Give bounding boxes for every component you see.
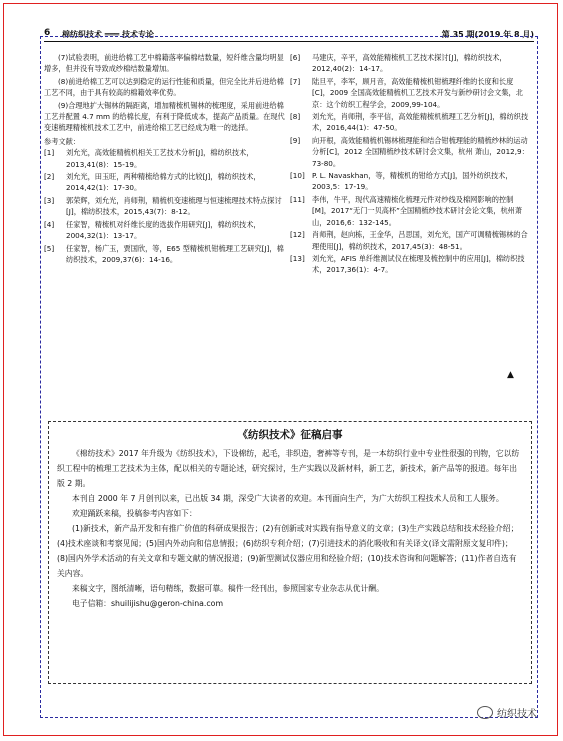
- reference-item: [3] 郭荣辉，刘允光，肖师荆，精梳机变速梳理与恒速梳理技术特点探讨[J]，棉纺织技术，2015,43(7)：8-12。: [44, 195, 282, 217]
- reference-item: [4] 任家智，精梳机对纤维长度的选拔作用研究[J]，棉纺织技术，2004,32(1)：13-17。: [44, 219, 261, 241]
- reference-item: [6] 马建庆，辛平，高效能精梳机工艺技术探讨[J]，棉纺织技术，2012,40(2)：14-17。: [290, 53, 507, 74]
- conclusion-7: (7)试验表明，前进给棉工艺中棉籍落率偏棉结数量，短纤维含量均明显增多，但并没有导致成纱棉结数量增加。: [44, 53, 284, 74]
- watermark: [477, 705, 537, 720]
- wechat-icon: [477, 706, 493, 719]
- notice-paragraph: (1)新技术，新产品开发和有推广价值的科研成果报告；(2)有创新或对实践有指导意义的文章；(3)生产实践总结和技术经验介绍；(4)技术座谈和考察见闻；(5)国内外动向和信息情报；(6)纺织专利介绍；(7)引进技术的消化吸收和有关译文(译文需附原文复印件)；(8)国内外学术活动的有关文章和专题文献的情况报道；(9)新型测试仪器应用和经验介绍；(10)技术咨询和问题解答；(11)作者自选有关内容。: [57, 524, 519, 578]
- call-for-papers-box: [48, 421, 532, 684]
- reference-item: [10] P. L. Navaskhan，等，精梳机的钳给方式[J]，国外纺织技术，2003,5：17-19。: [290, 171, 513, 192]
- notice-paragraph: 《棉纺技术》2017 年升级为《纺织技术》，下设棉纺，起毛，非织造，奢裤等专刊，是一本纺织行业中专业性很强的刊物，它以纺织工程中的梳理工艺技术为主体，配以相关的专题论述，研究探讨，生产实践以及新材料，新工艺，新技术，新产品等的报道。每年出版 2 期。: [57, 449, 520, 488]
- conclusion-9: (9)合理地扩大锡林的隔距离，增加精梳机锡林的梳理度，采用前进给棉工艺并配置 4.7 mm 的给棉长度，有利于降低成本，提高产品质量。在现代变速梳理精梳机技术工艺中，前进给棉工艺已经成为唯一的选择。: [44, 100, 285, 133]
- notice-title: 《纺织技术》征稿启事: [237, 429, 343, 441]
- page-number: 6: [44, 28, 51, 38]
- issue-date: 第 35 期(2019 年 8 月): [441, 30, 534, 39]
- notice-email: 电子信箱：shuilijishu@geron-china.com: [72, 599, 224, 608]
- journal-section-title: 棉纺织技术 ═══ 技术专论: [62, 30, 155, 39]
- reference-item: [13] 刘允光，AFIS 单纤维测试仪在梳理及梳控制中的应用[J]，棉纺织技术，2017,36(1)：4-7。: [290, 253, 525, 275]
- conclusion-8: (8)前进给棉工艺可以达到稳定的运行性能和质量，但完全比并后进给棉工艺不同，由于具有较高的棉籍效率优势。: [44, 76, 284, 98]
- notice-paragraph: 欢迎踊跃来稿，投稿参考内容如下：: [72, 509, 197, 518]
- watermark-text: 纺织技术: [497, 709, 537, 720]
- reference-item: [7] 陆旦平，李军，顾月音，高效能精梳机钳梳理纤维的长度和长度[C]，2009 全国高效能精梳机工艺技术开发与新纱研讨会文集，北京：这个纺织工程学会，2009,99-104。: [290, 76, 523, 109]
- notice-paragraph: 来稿文字，图纸清晰，语句精练，数据可靠。稿件一经刊出，参照国家专业杂志从优计酬。: [72, 584, 384, 593]
- left-column: [44, 52, 286, 266]
- reference-item: [1] 刘允光，高效能精梳机相关工艺技术分析[J]，棉纺织技术，2013,41(8)：15-19。: [44, 148, 254, 169]
- reference-item: [2] 刘允光，田玉旺，两种精梳给棉方式的比较[J]，棉纺织技术，2014,42(1)：17-30。: [44, 172, 261, 193]
- right-column: [290, 52, 530, 277]
- reference-item: [11] 李伟，牛平，现代高速精梳化梳理元件对纱线及棉网影响的控制[M]，2017“无门一贝高杯”全国精梳纱技术研讨会论文集，杭州萧山，2016,6：132-145。: [290, 194, 523, 227]
- notice-paragraph: 本刊自 2000 年 7 月创刊以来，已出版 34 期，深受广大读者的欢迎。本刊面向生产，为广大纺织工程技术人员和工人服务。: [72, 494, 504, 503]
- page: [36, 0, 542, 741]
- reference-item: [12] 肖师荆，赵向栋，王金华，吕思国，刘允光，国产可调精梳锡林的合理使用[J]，棉纺织技术，2017,45(3)：48-51。: [290, 230, 528, 251]
- references-heading: 参考文献：: [44, 136, 80, 146]
- reference-item: [8] 刘允光，肖师荆，李平信，高效能精梳机梳理工艺分析[J]，棉纺织技术，2016,44(1)：47-50。: [290, 112, 529, 133]
- reference-item: [9] 向开根，高效能精梳机锡林梳理能和结合钳梳理能的精梳纱林的运动分析[C]，2012 全国精梳纱技术研讨会文集，杭州 萧山，2012,9：73-80。: [290, 135, 529, 168]
- reference-item: [5] 任家智，杨广玉，贾国欣，等，E65 型精梳机钳梳理工艺研究[J]，棉纺织技术，2009,37(6)：14-16。: [44, 243, 284, 264]
- end-mark-icon: ▲: [507, 370, 514, 380]
